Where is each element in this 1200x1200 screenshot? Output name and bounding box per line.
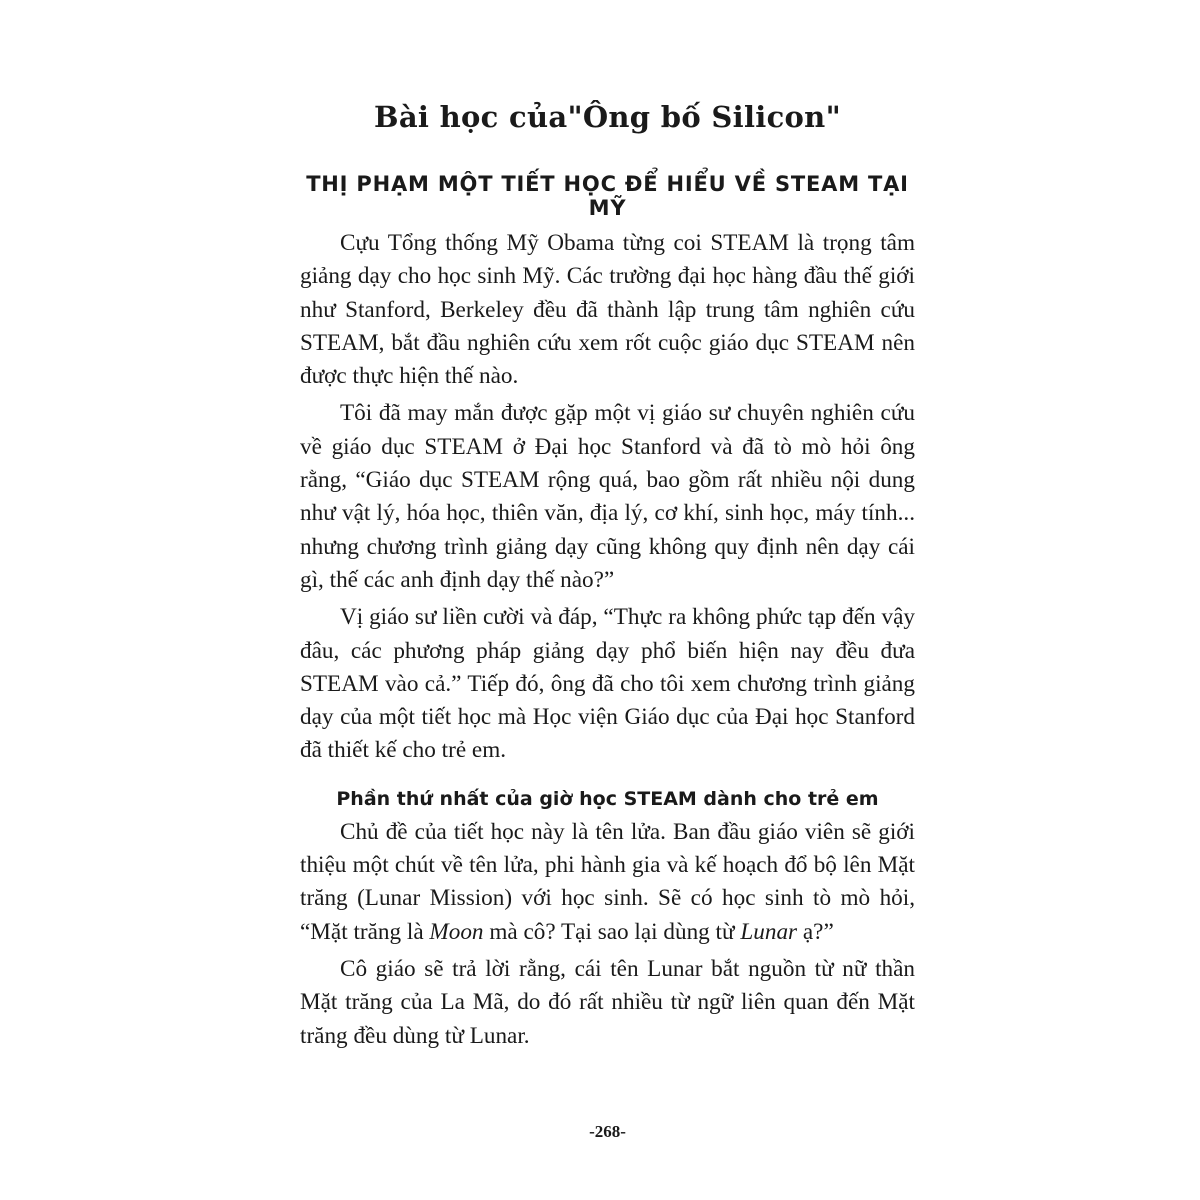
italic-word-lunar: Lunar — [740, 918, 798, 945]
italic-word-moon: Moon — [429, 918, 484, 945]
chapter-title: Bài học của"Ông bố Silicon" — [374, 100, 841, 134]
paragraph-text: ạ?” — [797, 918, 834, 945]
section-title: THỊ PHẠM MỘT TIẾT HỌC ĐỂ HIỂU VỀ STEAM TẠI MỸ — [306, 172, 909, 220]
paragraph: Cựu Tổng thống Mỹ Obama từng coi STEAM là trọng tâm giảng dạy cho học sinh Mỹ. Các trường đại học hàng đầu thế giới như Stanford, Berkeley đều đã thành lập trung tâm nghiên cứu STEAM, bắt đầu nghiên cứu xem rốt cuộc giáo dục STEAM nên được thực hiện thế nào. — [300, 230, 915, 390]
paragraph: Vị giáo sư liền cười và đáp, “Thực ra không phức tạp đến vậy đâu, các phương pháp giảng dạy phổ biến hiện nay đều đưa STEAM vào cả.” Tiếp đó, ông đã cho tôi xem chương trình giảng dạy của một tiết học mà Học viện Giáo dục của Đại học Stanford đã thiết kế cho trẻ em. — [300, 604, 915, 764]
paragraph — [300, 816, 915, 949]
book-page — [300, 0, 915, 1200]
paragraph: Cô giáo sẽ trả lời rằng, cái tên Lunar bắt nguồn từ nữ thần Mặt trăng của La Mã, do đó rất nhiều từ ngữ liên quan đến Mặt trăng đều dùng từ Lunar. — [300, 955, 915, 1049]
page-number: -268- — [589, 1122, 626, 1141]
body-text — [300, 227, 915, 1057]
paragraph-text: mà cô? Tại sao lại dùng từ — [483, 918, 741, 945]
paragraph: Tôi đã may mắn được gặp một vị giáo sư chuyên nghiên cứu về giáo dục STEAM ở Đại học Stanford và đã tò mò hỏi ông rằng, “Giáo dục STEAM rộng quá, bao gồm rất nhiều nội dung như vật lý, hóa học, thiên văn, địa lý, cơ khí, sinh học, máy tính... nhưng chương trình giảng dạy cũng không quy định nên dạy cái gì, thế các anh định dạy thế nào?” — [300, 400, 915, 593]
paragraph-text: Chủ đề của tiết học này là tên lửa. Ban đầu giáo viên sẽ giới thiệu một chút về tên lửa, phi hành gia và kế hoạch đổ bộ lên Mặt trăng (Lunar Mission) với học sinh. Sẽ có học sinh tò mò hỏi, “Mặt trăng là — [300, 818, 915, 945]
subsection-title: Phần thứ nhất của giờ học STEAM dành cho trẻ em — [336, 787, 879, 810]
